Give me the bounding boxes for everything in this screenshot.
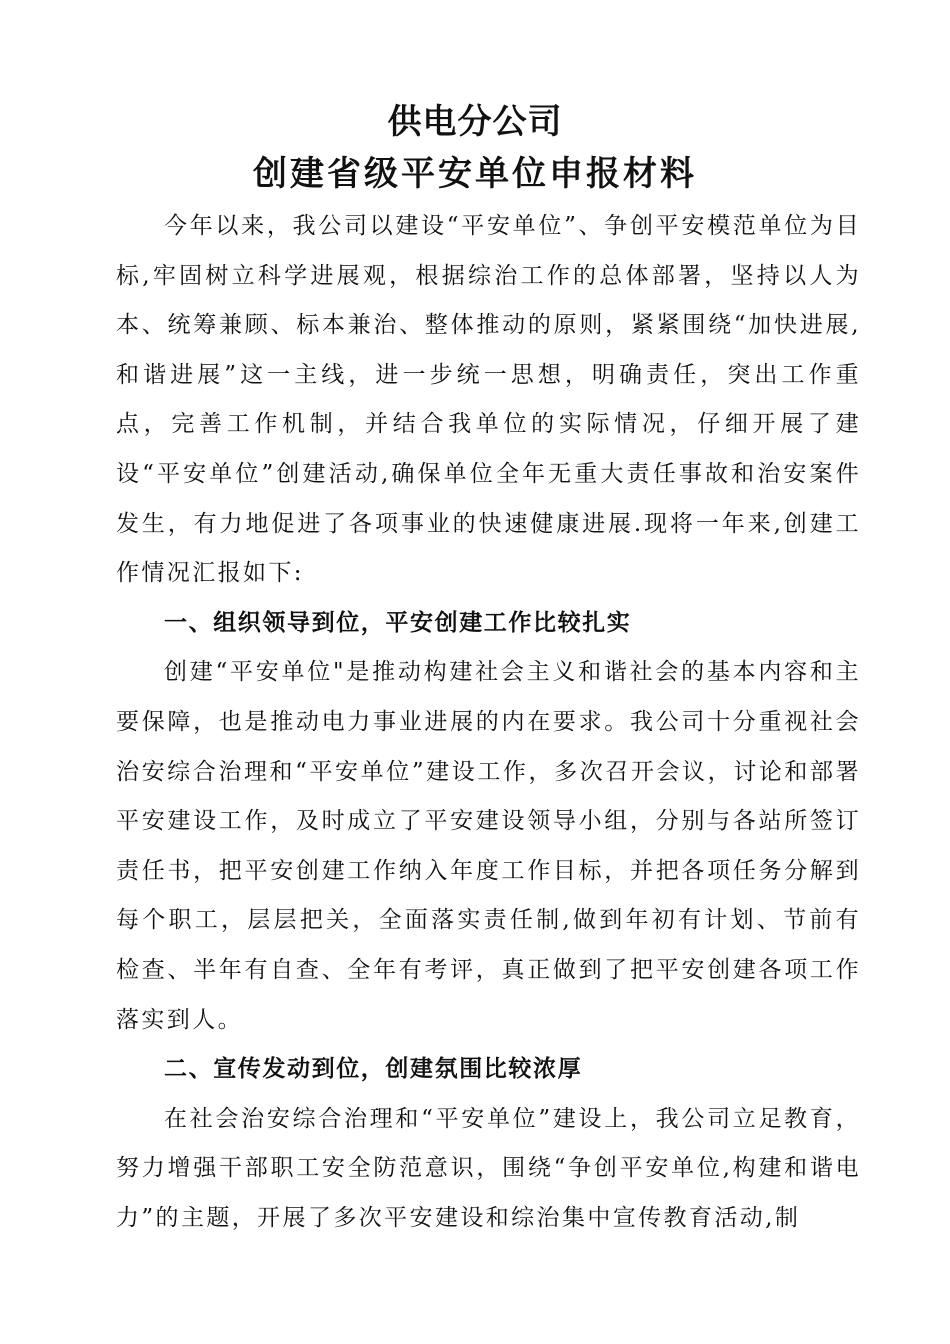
section-heading-2: 二、宣传发动到位，创建氛围比较浓厚: [164, 1056, 583, 1083]
title-company: 供电分公司: [387, 102, 563, 142]
intro-paragraph: 今年以来，我公司以建设“平安单位”、争创平安模范单位为目标,牢固树立科学进展观，根据综治工作的总体部署，坚持以人为本、统筹兼顾、标本兼治、整体推动的原则，紧紧围绕“加快进展,和谐进展”这一主线，进一步统一思想，明确责任，突出工作重点，完善工作机制，并结合我单位的实际情况，仔细开展了建设“平安单位”创建活动,确保单位全年无重大责任事故和治安案件发生，有力地促进了各项事业的快速健康进展.现将一年来,创建工作情况汇报如下:: [116, 213, 861, 587]
title-subject: 创建省级平安单位申报材料: [253, 154, 697, 194]
document-title: [0, 96, 950, 200]
section-1-paragraph: 创建“平安单位"是推动构建社会主义和谐社会的基本内容和主要保障，也是推动电力事业进展的内在要求。我公司十分重视社会治安综合治理和“平安单位”建设工作，多次召开会议，讨论和部署平安建设工作，及时成立了平安建设领导小组，分别与各站所签订责任书，把平安创建工作纳入年度工作目标，并把各项任务分解到每个职工，层层把关，全面落实责任制,做到年初有计划、节前有检查、半年有自查、全年有考评，真正做到了把平安创建各项工作落实到人。: [116, 659, 861, 1033]
document-body: [116, 202, 861, 1243]
section-2-paragraph: 在社会治安综合治理和“平安单位”建设上，我公司立足教育，努力增强干部职工安全防范意识，围绕“争创平安单位,构建和谐电力”的主题，开展了多次平安建设和综治集中宣传教育活动,制: [116, 1105, 861, 1231]
section-heading-1: 一、组织领导到位，平安创建工作比较扎实: [164, 609, 632, 636]
